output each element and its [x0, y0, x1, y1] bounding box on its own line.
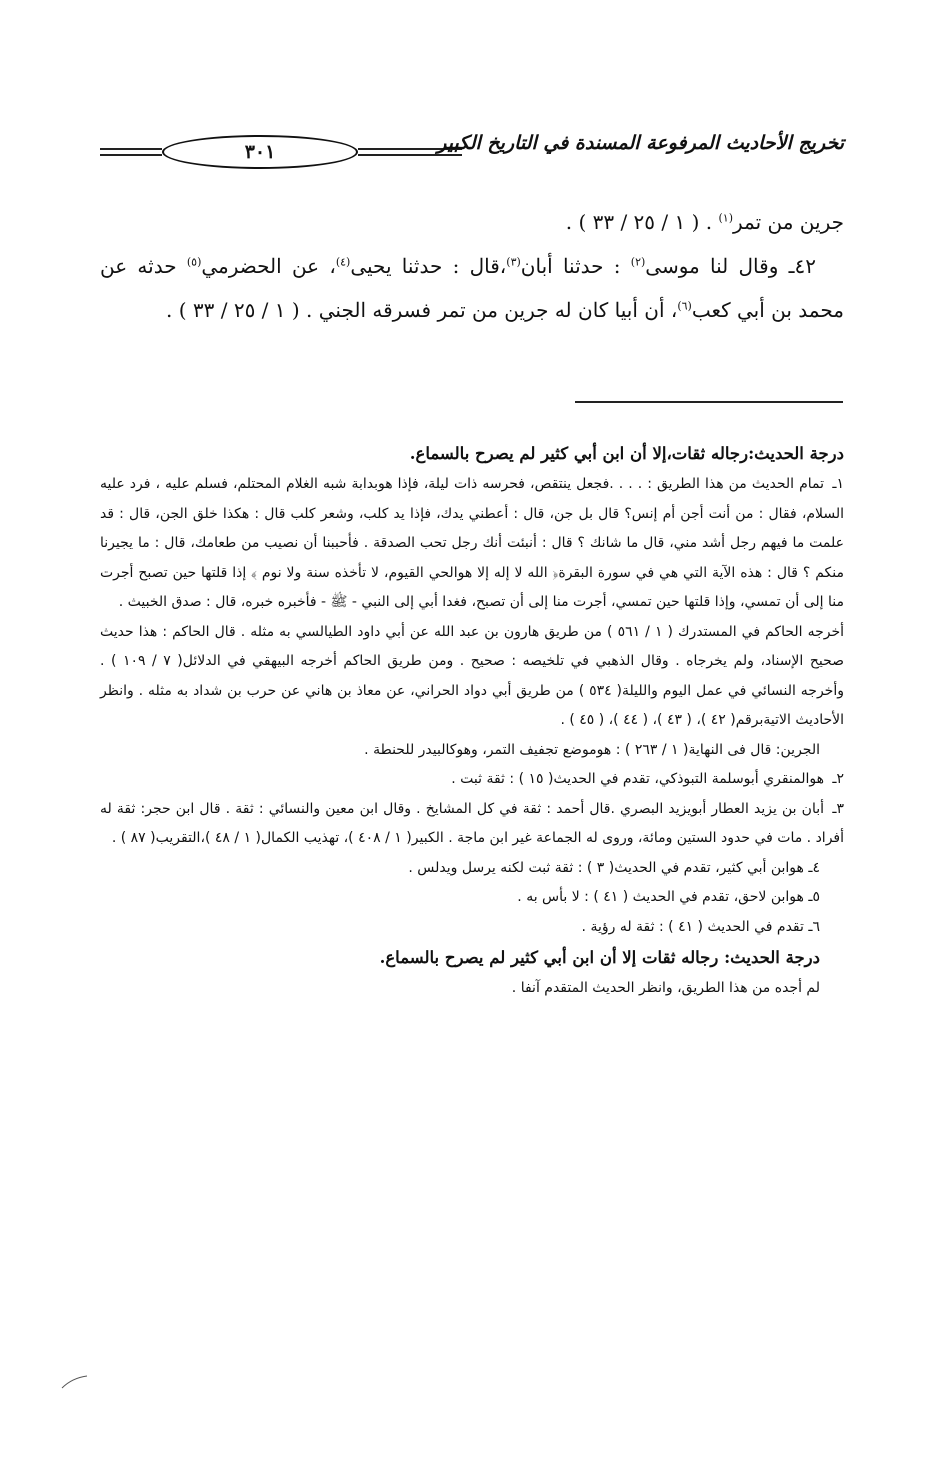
footnote-4: ٤ـ هوابن أبي كثير، تقدم في الحديث( ٣ ) : ثقة ثبت لكنه يرسل ويدلس .: [408, 859, 820, 876]
footnote-1-text: تمام الحديث من هذا الطريق : . . . .فجعل ينتقص، فحرسه ذات ليلة، فإذا هوبدابة شبه الغلام المحتلم، فسلم عليه ، فرد عليه السلام، فقال : من أنت أجن أم إنس؟ قال بل جن، قال : أعطني يدك، فإذا يد كلب، وشعر كلب قال : هكذا خلق الجن، قال : قد علمت ما فيهم رجل أشد مني، قال ما شانك ؟ قال : أنبئت أنك رجل تحب الصدقة . فأحببنا أن نصيب من طعامك، قال : ما يجيرنا منكم ؟ قال : هذه الآية التي هي في سورة البقرة﴿ الله لا إله إلا هوالحي القيوم، لا تأخذه سنة ولا نوم ﴾ إذا قلتها حين تصبح أجرت منا إلى أن تمسي، وإذا قلتها حين تمسي، أجرت منا إلى أن تصبح، فغدا أبي إلى النبي - ﷺ - فأخبره خبره، قال : صدق الخبيث .: [100, 476, 844, 610]
footnote-ref-1: (١): [718, 211, 733, 225]
footnote-separator: [575, 401, 843, 403]
footnotes: [100, 438, 844, 1004]
pen-stroke-mark: [60, 1374, 90, 1390]
footnote-1: [100, 470, 844, 618]
hadith-text: ، أن أبيا كان له جرين من تمر فسرقه الجني . ( ١ / ٢٥ / ٣٣ ) .: [166, 298, 678, 322]
footnote-3-text: أبان بن يزيد العطار أبويزيد البصري .قال أحمد : ثقة في كل المشايخ . وقال ابن معين والنسائي : ثقة . قال ابن حجر: ثقة له أفراد . مات في حدود الستين ومائة، وروى له الجماعة غير ابن ماجة . الكبير( ١ / ٤٠٨ )، تهذيب الكمال( ١ / ٤٨ )،التقريب( ٨٧ ) .: [100, 800, 844, 846]
footnote-5: ٥ـ هوابن لاحق، تقدم في الحديث ( ٤١ ) : لا بأس به .: [517, 889, 820, 905]
header-rule-line: [100, 154, 162, 156]
page-number-badge: [162, 135, 358, 169]
footnote-ref-5: (٥): [186, 255, 202, 269]
header-rule-line: [358, 154, 462, 156]
hadith-grade-bottom: درجة الحديث: رجاله ثقات إلا أن ابن أبي كثير لم يصرح بالسماع.: [379, 948, 820, 967]
footnote-1-number: ١ـ: [832, 476, 844, 492]
hadith-text: ٤٢ـ وقال لنا موسى: [645, 254, 816, 278]
footnote-2-text: هوالمنقري أبوسلمة التبوذكي، تقدم في الحديث( ١٥ ) : ثقة ثبت .: [451, 771, 824, 787]
closing-note: لم أجده من هذا الطريق، وانظر الحديث المتقدم آنفا .: [511, 980, 820, 996]
main-text: [100, 200, 844, 332]
main-line-1: [100, 200, 844, 244]
hadith-42: [100, 244, 844, 332]
footnote-1-takhrij: أخرجه الحاكم في المستدرك ( ١ / ٥٦١ ) من طريق هارون بن عبد الله عن أبي داود الطيالسي به مثله . قال الحاكم : هذا حديث صحيح الإسناد، ولم يخرجاه . وقال الذهبي في تلخيصه : صحيح . ومن طريق الحاكم أخرجه البيهقي في الدلائل( ٧ / ١٠٩ ) . وأخرجه النسائي في عمل اليوم والليلة( ٥٣٤ ) من طريق أبي دواد الحراني، عن معاذ بن هاني عن حرب بن شداد به مثله . وانظر الأحاديث الاتيةبرقم( ٤٢ )، ( ٤٣ )، ( ٤٤ )، ( ٤٥ ) .: [100, 623, 845, 728]
hadith-text: : حدثنا أبان: [520, 254, 621, 278]
header-rule-left: [100, 148, 162, 156]
footnote-6: ٦ـ تقدم في الحديث ( ٤١ ) : ثقة له رؤية .: [581, 918, 820, 935]
footnote-ref-2: (٢): [630, 255, 646, 269]
footnote-3: [100, 795, 844, 854]
hadith-text: حدثه عن محمد بن أبي كعب: [100, 254, 844, 322]
footnote-2-number: ٢ـ: [832, 771, 844, 787]
footnote-2: [100, 765, 844, 795]
main-line-1-text: جرين من تمر: [732, 210, 844, 234]
hadith-grade-top: درجة الحديث:رجاله ثقات،إلا أن ابن أبي كثير لم يصرح بالسماع.: [409, 444, 844, 463]
main-line-1-reference: . ( ١ / ٢٥ / ٣٣ ) .: [565, 210, 713, 234]
hadith-text: ،قال : حدثنا يحيى: [350, 254, 507, 278]
hadith-text: ، عن الحضرمي: [201, 254, 336, 278]
page-number: ٣٠١: [244, 141, 276, 163]
page-header: [100, 128, 844, 172]
footnote-ref-6: (٦): [677, 299, 692, 313]
footnote-1-jarin: الجرين: قال فى النهاية( ١ / ٢٦٣ ) : هوموضع تجفيف التمر، وهوكالبيدر للحنطة .: [364, 741, 820, 758]
footnote-ref-4: (٤): [335, 255, 351, 269]
footnote-3-number: ٣ـ: [832, 800, 844, 817]
footnote-ref-3: (٣): [506, 255, 521, 269]
running-title: تخريج الأحاديث المرفوعة المسندة في التاريخ الكبير: [437, 132, 844, 154]
header-rule-line: [100, 148, 162, 150]
